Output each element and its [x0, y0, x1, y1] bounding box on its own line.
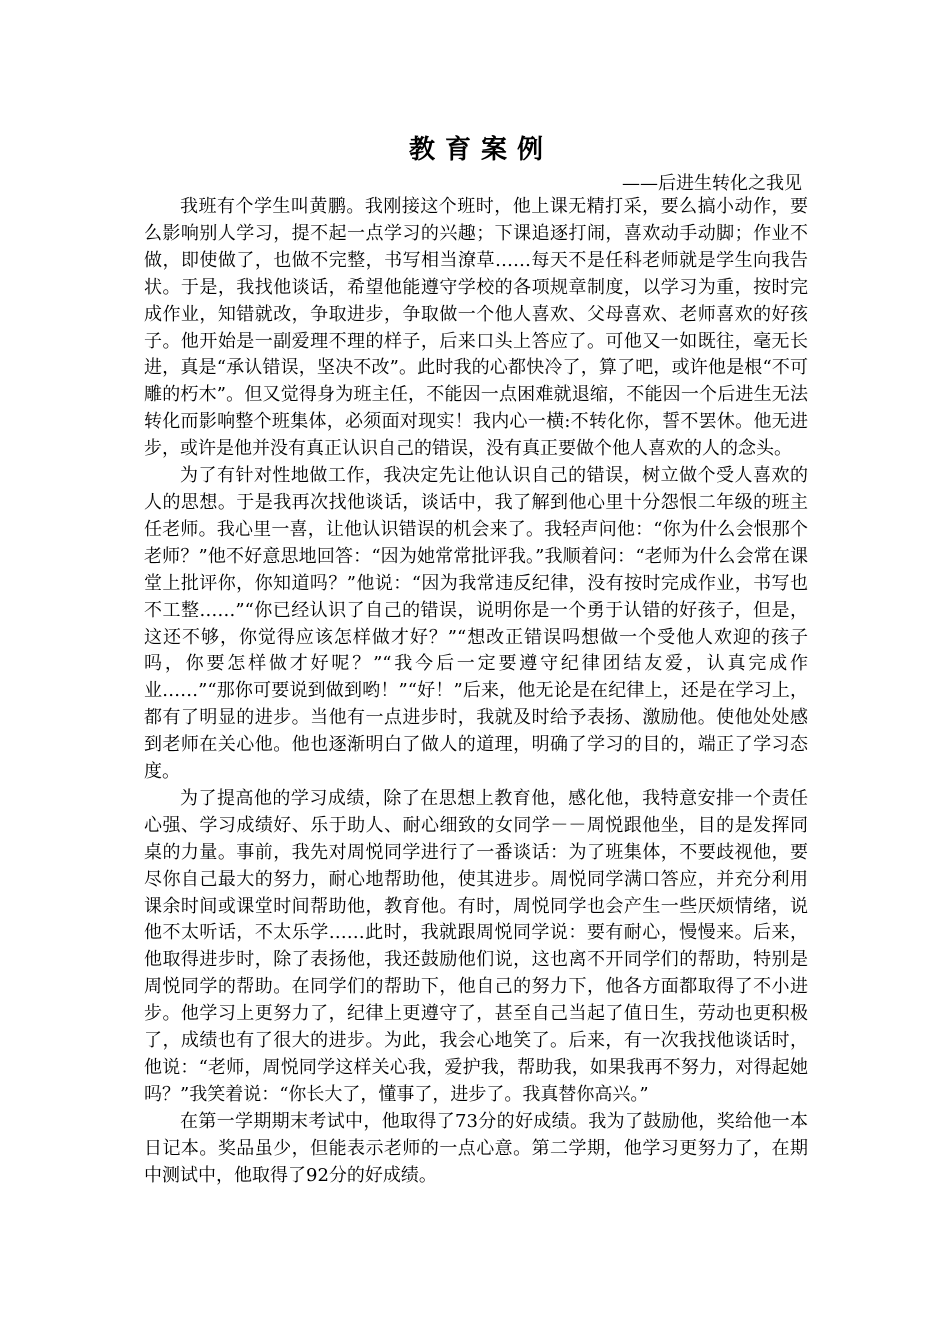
paragraph-2: 为了有针对性地做工作，我决定先让他认识自己的错误，树立做个受人喜欢的人的思想。于是我再次找他谈话，谈话中，我了解到他心里十分怨恨二年级的班主任老师。我心里一喜，让他认识错误的机会来了。我轻声问他：“你为什么会恨那个老师？”他不好意思地回答：“因为她常常批评我。”我顺着问：“老师为什么会常在课堂上批评你，你知道吗？”他说：“因为我常违反纪律，没有按时完成作业，书写也不工整……”“你已经认识了自己的错误，说明你是一个勇于认错的好孩子，但是，这还不够，你觉得应该怎样做才好？”“想改正错误吗想做一个受他人欢迎的孩子吗，你要怎样做才好呢？”“我今后一定要遵守纪律团结友爱，认真完成作业……”“那你可要说到做到哟！”“好！”后来，他无论是在纪律上，还是在学习上，都有了明显的进步。当他有一点进步时，我就及时给予表扬、激励他。使他处处感到老师在关心他。他也逐渐明白了做人的道理，明确了学习的目的，端正了学习态度。 — [144, 465, 808, 783]
paragraph-1: 我班有个学生叫黄鹏。我刚接这个班时，他上课无精打采，要么搞小动作，要么影响别人学习，提不起一点学习的兴趣；下课追逐打闹，喜欢动手动脚；作业不做，即使做了，也做不完整，书写相当潦草……每天不是任科老师就是学生向我告状。于是，我找他谈话，希望他能遵守学校的各项规章制度，以学习为重，按时完成作业，知错就改，争取进步，争取做一个他人喜欢、父母喜欢、老师喜欢的好孩子。他开始是一副爱理不理的样子，后来口头上答应了。可他又一如既往，毫无长进，真是“承认错误，坚决不改”。此时我的心都快冷了，算了吧，或许他是根“不可雕的朽木”。但又觉得身为班主任，不能因一点困难就退缩，不能因一个后进生无法转化而影响整个班集体，必须面对现实！我内心一横:不转化你，誓不罢休。他无进步，或许是他并没有真正认识自己的错误，没有真正要做个他人喜欢的人的念头。 — [144, 196, 808, 460]
document-content — [144, 128, 808, 1190]
document-title: 教育案例 — [408, 135, 553, 165]
paragraph-4: 在第一学期期末考试中，他取得了73分的好成绩。我为了鼓励他，奖给他一本日记本。奖品虽少，但能表示老师的一点心意。第二学期，他学习更努力了，在期中测试中，他取得了92分的好成绩。 — [144, 1110, 808, 1186]
paragraph-3: 为了提高他的学习成绩，除了在思想上教育他，感化他，我特意安排一个责任心强、学习成绩好、乐于助人、耐心细致的女同学－－周悦跟他坐，目的是发挥同桌的力量。事前，我先对周悦同学进行了一番谈话：为了班集体，不要歧视他，要尽你自己最大的努力，耐心地帮助他，使其进步。周悦同学满口答应，并充分利用课余时间或课堂时间帮助他，教育他。有时，周悦同学也会产生一些厌烦情绪，说他不太听话，不太乐学……此时，我就跟周悦同学说：要有耐心，慢慢来。后来，他取得进步时，除了表扬他，我还鼓励他们说，这也离不开同学们的帮助，特别是周悦同学的帮助。在同学们的帮助下，他自己的努力下，他各方面都取得了不小进步。他学习上更努力了，纪律上更遵守了，甚至自己当起了值日生，劳动也更积极了，成绩也有了很大的进步。为此，我会心地笑了。后来，有一次我找他谈话时，他说：“老师，周悦同学这样关心我，爱护我，帮助我，如果我再不努力，对得起她吗？”我笑着说：“你长大了，懂事了，进步了。我真替你高兴。” — [144, 787, 808, 1105]
document-subtitle: ——后进生转化之我见 — [622, 173, 802, 194]
